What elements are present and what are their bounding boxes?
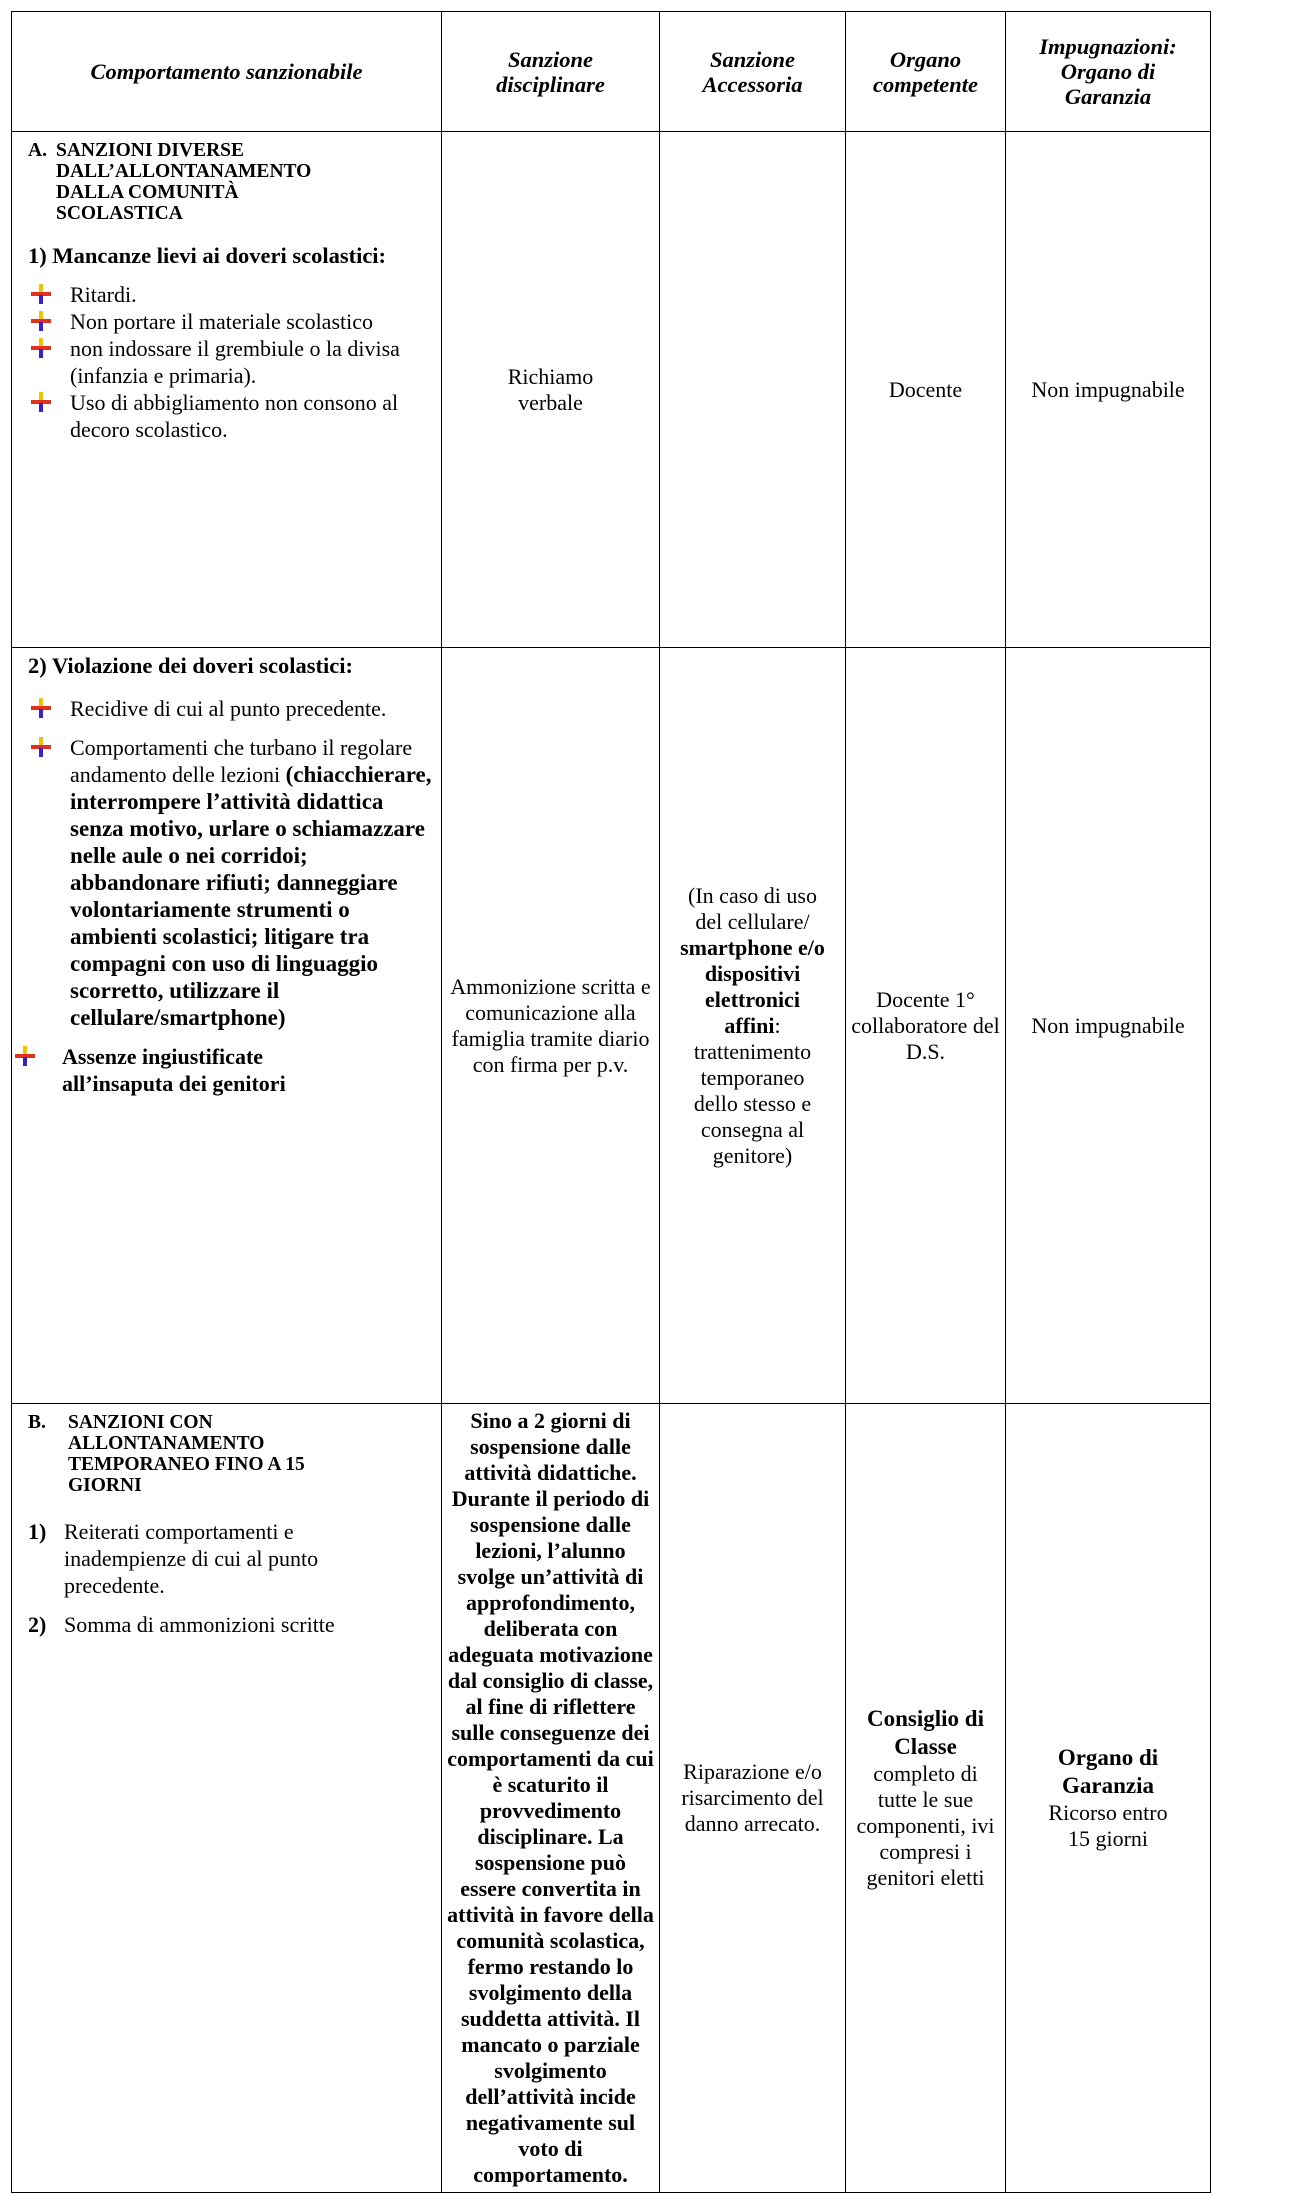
behaviour-cell <box>12 132 442 648</box>
item1-title: 1) Mancanze lievi ai doveri scolastici: <box>28 243 387 268</box>
bullet-plus-icon <box>30 310 52 332</box>
list-item: non indossare il grembiule o la divisa (infanzia e primaria). <box>28 335 433 389</box>
header-appeals: Impugnazioni: Organo di Garanzia <box>1006 12 1211 132</box>
bullet-plus-icon <box>30 283 52 305</box>
header-behaviour: Comportamento sanzionabile <box>12 12 442 132</box>
list-item: Comportamenti che turbano il regolare andamento delle lezioni (chiacchierare, interrompere l’attività didattica senza motivo, urlare o schiamazzare nelle aule o nei corridoi; abbandonare rifiuti; danneggiare volontariamente strumenti o ambienti scolastici; litigare tra compagni con uso di linguaggio scorretto, utilizzare il cellulare/smartphone) <box>28 734 433 1031</box>
list-item: Ritardi. <box>28 281 433 308</box>
header-accessory-sanction: Sanzione Accessoria <box>660 12 846 132</box>
header-competent-body: Organo competente <box>846 12 1006 132</box>
header-row <box>12 12 1211 132</box>
accessory-sanction-cell: Riparazione e/o risarcimento del danno arrecato. <box>660 1404 846 2193</box>
list-item: 2) Somma di ammonizioni scritte <box>28 1612 335 1637</box>
competent-body-cell: Consiglio di Classe completo di tutte le sue componenti, ivi compresi i genitori eletti <box>846 1404 1006 2193</box>
competent-body-cell: Docente <box>846 132 1006 648</box>
competent-body-cell: Docente 1° collaboratore del D.S. <box>846 648 1006 1404</box>
bullet-plus-icon <box>30 391 52 413</box>
bullet-plus-icon <box>14 1045 36 1067</box>
header-disciplinary-sanction: Sanzione disciplinare <box>442 12 660 132</box>
list-item: Assenze ingiustificate all’insaputa dei genitori <box>28 1043 433 1097</box>
disciplinary-sanctions-table <box>11 11 1211 2193</box>
table-row <box>12 132 1211 648</box>
table-row <box>12 1404 1211 2193</box>
accessory-sanction-cell: (In caso di uso del cellulare/ smartphone e/o dispositivi elettronici affini: trattenimento temporaneo dello stesso e consegna al genitore) <box>660 648 846 1404</box>
list-item: Uso di abbigliamento non consono al decoro scolastico. <box>28 389 433 443</box>
appeals-cell: Non impugnabile <box>1006 132 1211 648</box>
bullet-plus-icon <box>30 697 52 719</box>
bullet-plus-icon <box>30 736 52 758</box>
appeals-cell: Organo di Garanzia Ricorso entro 15 giorni <box>1006 1404 1211 2193</box>
behaviour-cell <box>12 648 442 1404</box>
disciplinary-sanction-cell: Sino a 2 giorni di sospensione dalle attività didattiche. Durante il periodo di sospensione dalle lezioni, l’alunno svolge un’attività di approfondimento, deliberata con adeguata motivazione dal consiglio di classe, al fine di riflettere sulle conseguenze dei comportamenti da cui è scaturito il provvedimento disciplinare. La sospensione può essere convertita in attività in favore della comunità scolastica, fermo restando lo svolgimento della suddetta attività. Il mancato o parziale svolgimento dell’attività incide negativamente sul voto di comportamento. <box>442 1404 660 2193</box>
appeals-cell: Non impugnabile <box>1006 648 1211 1404</box>
bullet-plus-icon <box>30 337 52 359</box>
disciplinary-sanction-cell: Richiamo verbale <box>442 132 660 648</box>
list-item: 1) Reiterati comportamenti e inadempienze di cui al punto precedente. <box>28 1519 319 1598</box>
item2-bullet-list-2 <box>28 1043 433 1097</box>
table-row <box>12 648 1211 1404</box>
item1-bullet-list <box>28 281 433 443</box>
list-item: Non portare il materiale scolastico <box>28 308 433 335</box>
list-item: Recidive di cui al punto precedente. <box>28 695 433 722</box>
section-b-title: B. SANZIONI CON ALLONTANAMENTO TEMPORANEO FINO A 15 GIORNI <box>28 1412 305 1496</box>
section-a-title: A. SANZIONI DIVERSE DALL’ALLONTANAMENTO DALLA COMUNITÀ SCOLASTICA <box>28 140 312 224</box>
item2-bullet-list <box>28 695 433 1031</box>
accessory-sanction-cell <box>660 132 846 648</box>
disciplinary-sanction-cell: Ammonizione scritta e comunicazione alla famiglia tramite diario con firma per p.v. <box>442 648 660 1404</box>
item2-title: 2) Violazione dei doveri scolastici: <box>28 653 353 678</box>
behaviour-cell <box>12 1404 442 2193</box>
